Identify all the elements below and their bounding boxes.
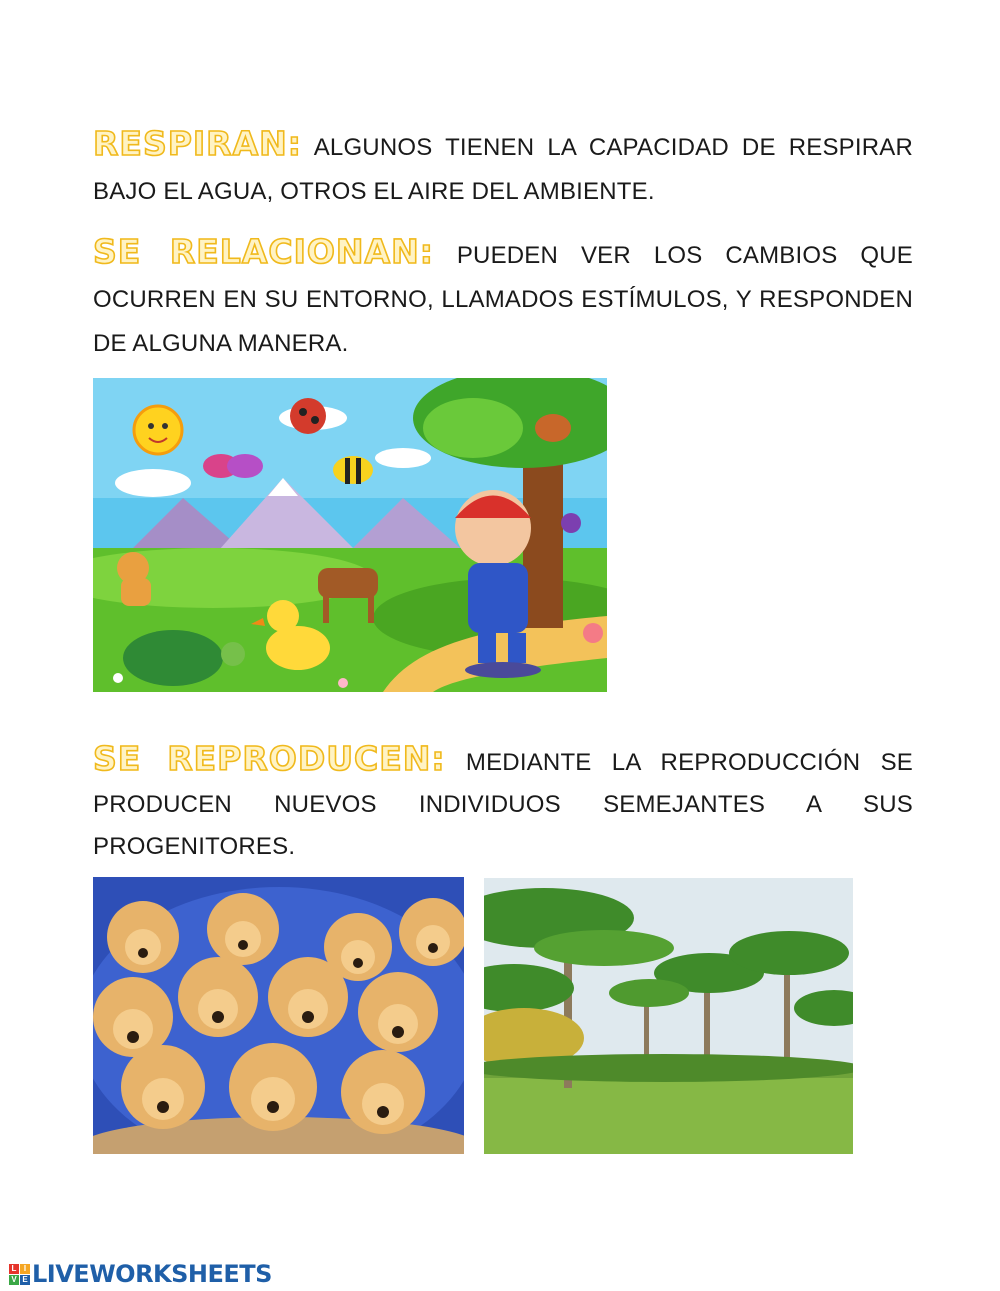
puppies-image [93,877,464,1154]
text-reproducen: MEDIANTE LA REPRODUCCIÓN SE PRODUCEN NUEVOS INDIVIDUOS SEMEJANTES A SUS PROGENITORES. [93,749,913,860]
paragraph-reproducen [93,738,913,868]
liveworksheets-logo-icon [9,1264,30,1285]
palm-trees-image [484,878,853,1154]
paragraph-relacionan [93,230,913,366]
text-respiran: ALGUNOS TIENEN LA CAPACIDAD DE RESPIRAR BAJO EL AGUA, OTROS EL AIRE DEL AMBIENTE. [93,134,914,205]
brand-name: LIVEWORKSHEETS [32,1260,272,1288]
liveworksheets-footer [9,1259,272,1289]
text-relacionan: PUEDEN VER LOS CAMBIOS QUE OCURREN EN SU ENTORNO, LLAMADOS ESTÍMULOS, Y RESPONDEN DE ALGUNA MANERA. [93,242,913,357]
logo-letter-l: L [9,1264,19,1274]
logo-letter-e: E [20,1275,30,1285]
logo-letter-v: V [9,1275,19,1285]
cartoon-scene-image [93,378,607,692]
keyword-reproducen: SE REPRODUCEN: [93,739,446,778]
paragraph-respiran [93,122,913,214]
keyword-relacionan: SE RELACIONAN: [93,232,434,271]
logo-letter-i: I [20,1264,30,1274]
keyword-respiran: RESPIRAN: [93,124,302,163]
